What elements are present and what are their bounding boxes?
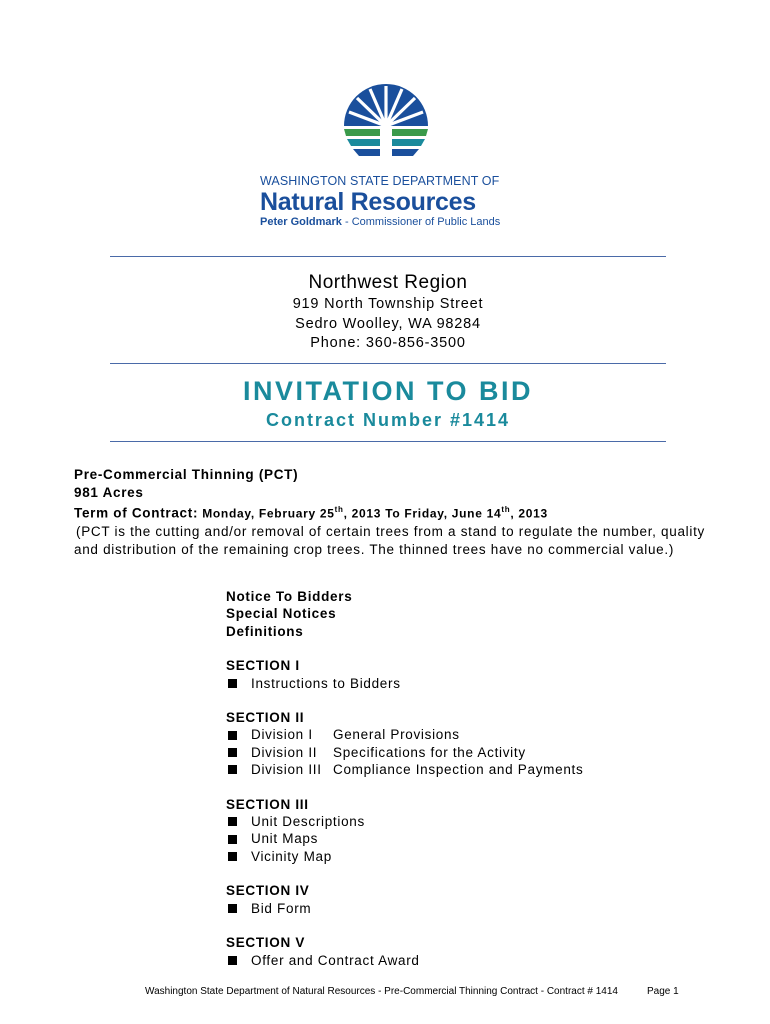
page-number: Page 1: [647, 986, 679, 997]
dnr-logo-icon: [340, 82, 432, 164]
section-4-heading: SECTION IV: [226, 883, 310, 899]
section-2-heading: SECTION II: [226, 710, 305, 726]
region-street: 919 North Township Street: [292, 296, 484, 312]
table-of-contents: [226, 588, 583, 969]
toc-special: Special Notices: [226, 606, 337, 622]
bullet-icon: [228, 852, 237, 861]
pct-description: (PCT is the cutting and/or removal of certain trees from a stand to regulate the number, quality and distribution of the remaining crop trees. The thinned trees have no commercial value.): [74, 524, 705, 557]
list-item: Vicinity Map: [226, 848, 583, 865]
list-item: Bid Form: [226, 900, 583, 917]
list-item: Division II Specifications for the Activity: [226, 744, 583, 761]
agency-name: [260, 174, 520, 228]
agency-line1: WASHINGTON STATE DEPARTMENT OF: [260, 174, 500, 188]
term-start-sup: th: [334, 505, 344, 514]
acres: 981 Acres: [74, 484, 144, 500]
list-item: Division III Compliance Inspection and Payments: [226, 761, 583, 778]
bullet-icon: [228, 817, 237, 826]
bullet-icon: [228, 765, 237, 774]
term-start: Monday, February 25: [198, 506, 335, 521]
list-item: Offer and Contract Award: [226, 952, 583, 969]
bullet-icon: [228, 904, 237, 913]
list-item: Unit Maps: [226, 830, 583, 847]
section-3-heading: SECTION III: [226, 796, 309, 812]
section-5-heading: SECTION V: [226, 935, 306, 951]
list-item: Instructions to Bidders: [226, 675, 583, 692]
section-1-heading: SECTION I: [226, 658, 300, 674]
term-end-sup: th: [501, 505, 511, 514]
bullet-icon: [228, 731, 237, 740]
agency-line2: Natural Resources: [260, 188, 476, 216]
divider-top: [110, 256, 666, 257]
region-phone: Phone: 360-856-3500: [310, 335, 466, 351]
summary-block: [74, 466, 724, 558]
region-city: Sedro Woolley, WA 98284: [295, 315, 481, 332]
region-name: Northwest Region: [308, 272, 468, 293]
project-name: Pre-Commercial Thinning (PCT): [74, 467, 299, 482]
page-footer: Washington State Department of Natural Resources - Pre-Commercial Thinning Contract - Contract # 1414: [145, 986, 618, 997]
term-of-contract: [74, 501, 724, 523]
divider-bottom: [110, 441, 666, 442]
bullet-icon: [228, 835, 237, 844]
bullet-icon: [228, 748, 237, 757]
commissioner-line: [260, 216, 520, 228]
page-title: INVITATION TO BID: [243, 376, 533, 406]
bullet-icon: [228, 679, 237, 688]
contract-number: Contract Number #1414: [265, 410, 511, 430]
commissioner-name: Peter Goldmark: [260, 216, 342, 228]
term-mid: , 2013 To Friday, June 14: [343, 506, 502, 521]
list-item: Division I General Provisions: [226, 726, 583, 743]
term-end: , 2013: [510, 506, 548, 521]
commissioner-title: - Commissioner of Public Lands: [341, 216, 501, 228]
toc-notice: Notice To Bidders: [226, 589, 353, 604]
bullet-icon: [228, 956, 237, 965]
list-item: Unit Descriptions: [226, 813, 583, 830]
divider-middle: [110, 363, 666, 364]
term-label: Term of Contract:: [74, 505, 199, 521]
toc-definitions: Definitions: [226, 623, 304, 639]
